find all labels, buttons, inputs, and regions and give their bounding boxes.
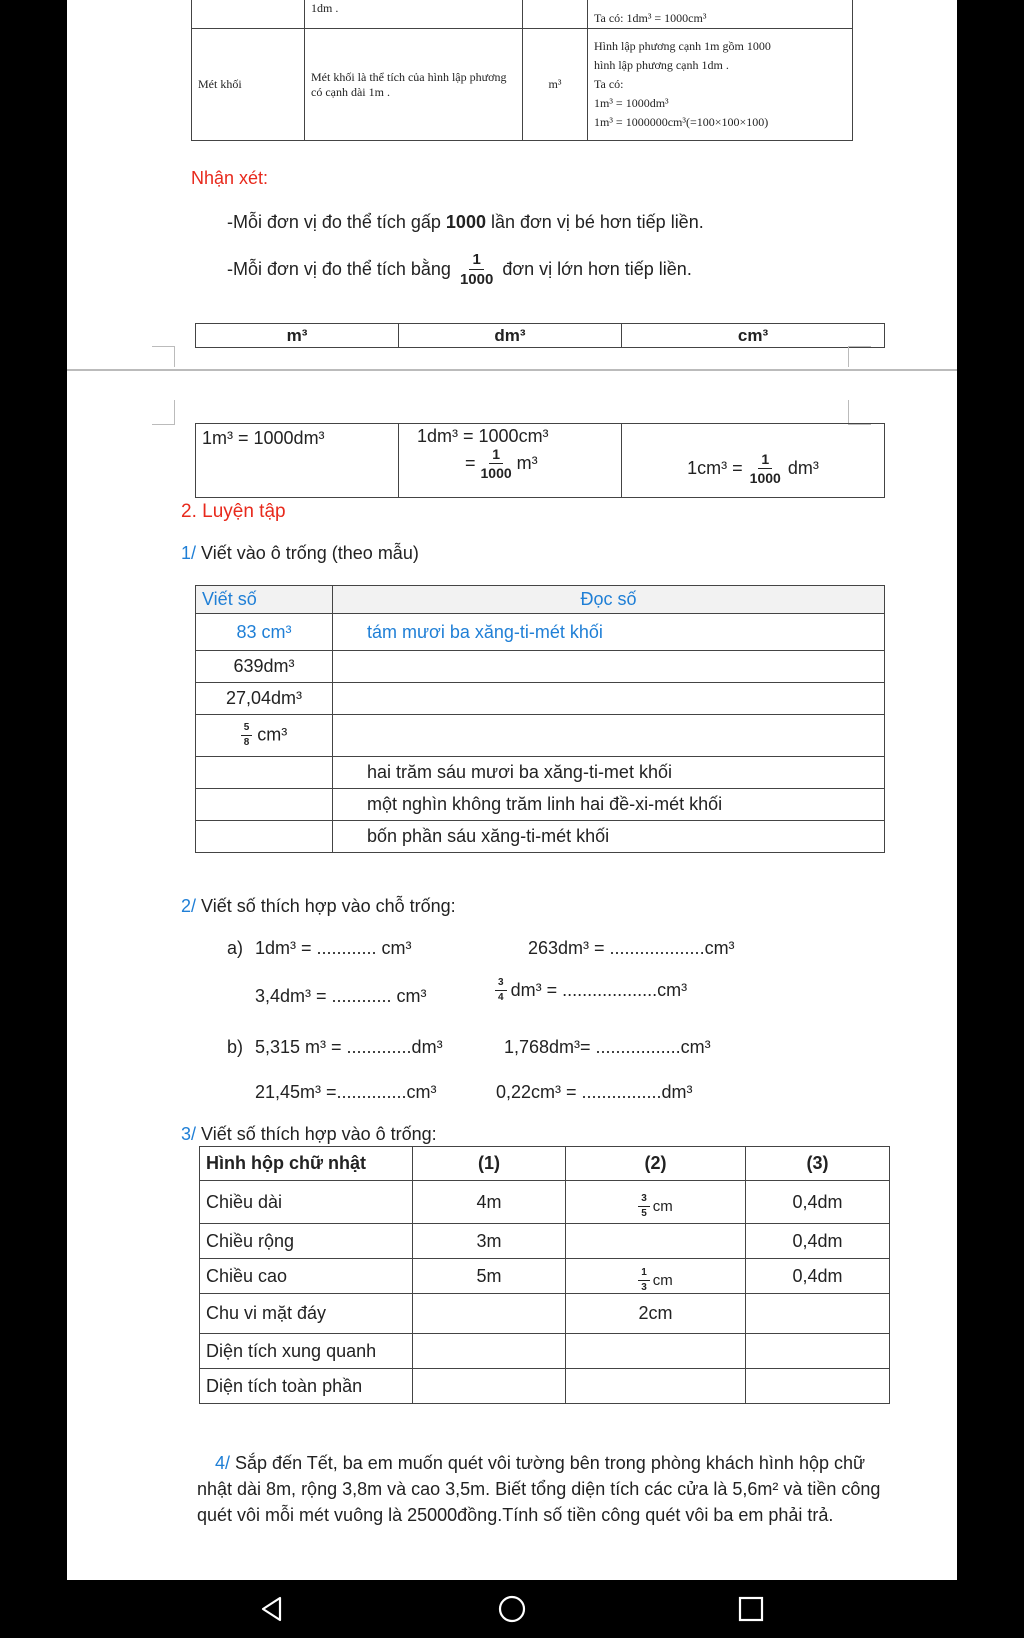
row-label: Chiều rộng <box>200 1224 413 1259</box>
note-line: 1m³ = 1000000cm³(=100×100×100) <box>594 115 769 129</box>
row-label: Diện tích toàn phần <box>200 1369 413 1404</box>
sample-read: tám mươi ba xăng-ti-mét khối <box>333 614 885 651</box>
fraction: $\frac{1}{1000}$ <box>749 451 781 486</box>
practice-heading: 2. Luyện tập <box>181 501 286 522</box>
exercise-1-title: 1/ Viết vào ô trống (theo mẫu) <box>181 543 419 563</box>
home-icon[interactable] <box>497 1594 527 1624</box>
answer-cell[interactable] <box>413 1334 566 1369</box>
ex2-b3[interactable]: 21,45m³ =..............cm³ <box>255 1082 437 1102</box>
unit-definition-cell: Mét khối là thể tích của hình lập phương có cạnh dài 1m . <box>305 29 523 141</box>
table-row-write: 27,04dm³ <box>196 683 333 715</box>
cell-value: 3m <box>413 1224 566 1259</box>
ex2-a3[interactable]: 3,4dm³ = ............ cm³ <box>255 986 427 1006</box>
note-line: 1m³ = 1000dm³ <box>594 96 669 110</box>
ex2-label-a: a) <box>227 938 244 958</box>
answer-cell[interactable] <box>196 789 333 821</box>
header-col-1: (1) <box>413 1147 566 1181</box>
units-header-table <box>195 323 885 348</box>
answer-cell[interactable] <box>566 1334 746 1369</box>
cell-value: 0,4dm <box>746 1224 890 1259</box>
cell-value: 0,4dm <box>746 1181 890 1224</box>
table-row-read: một nghìn không trăm linh hai đề-xi-mét khối <box>333 789 885 821</box>
remark-title: Nhận xét: <box>191 168 269 188</box>
remark-line-2: -Mỗi đơn vị đo thể tích bằng $\frac{1}{1000}$ đơn vị lớn hơn tiếp liền. <box>227 251 692 288</box>
conversion-dm3: 1dm³ = 1000cm³ = $\frac{1}{1000}$ m³ <box>399 424 622 498</box>
cell-value: 5m <box>413 1259 566 1294</box>
corner-mark <box>152 400 175 425</box>
fraction: $\frac{3}{5}$ <box>638 1194 650 1219</box>
fraction: $\frac{1}{1000}$ <box>459 251 494 288</box>
table-row-read: bốn phần sáu xăng-ti-mét khối <box>333 821 885 853</box>
volume-units-definition-table <box>191 0 853 141</box>
recents-icon[interactable] <box>737 1595 765 1623</box>
header-read-number: Đọc số <box>333 586 885 614</box>
def-cell-top: 1dm . <box>305 0 523 29</box>
exercise-3-title: 3/ Viết số thích hợp vào ô trống: <box>181 1124 437 1144</box>
row-label: Chiều cao <box>200 1259 413 1294</box>
fraction: $\frac{1}{3}$ <box>638 1268 650 1293</box>
sample-write: 83 cm³ <box>196 614 333 651</box>
answer-cell[interactable] <box>413 1369 566 1404</box>
answer-cell[interactable] <box>746 1294 890 1334</box>
ex2-b2[interactable]: 1,768dm³= .................cm³ <box>504 1037 711 1057</box>
note-cell-top: Ta có: 1dm³ = 1000cm³ <box>588 0 853 29</box>
answer-cell[interactable] <box>333 683 885 715</box>
answer-cell[interactable] <box>413 1294 566 1334</box>
exercise-4-text: Sắp đến Tết, ba em muốn quét vôi tường bên trong phòng khách hình hộp chữ nhật dài 8m, rộng 3,8m và cao 3,5m. Biết tổng diện tích các cửa là 5,6m² và tiền công quét vôi mỗi mét vuông là 25000đồng.Tính số tiền công quét vôi ba em phải trả. <box>197 1453 881 1525</box>
corner-mark <box>848 346 871 367</box>
answer-cell[interactable] <box>333 651 885 683</box>
navigation-bar <box>0 1580 1024 1638</box>
cell-fraction: $\frac{3}{5}$ cm <box>566 1181 746 1224</box>
answer-cell[interactable] <box>566 1224 746 1259</box>
fraction: $\frac{5}{8}$ <box>241 723 253 748</box>
header-box: Hình hộp chữ nhật <box>200 1147 413 1181</box>
fraction: $\frac{3}{4}$ <box>495 978 507 1003</box>
row-label: Diện tích xung quanh <box>200 1334 413 1369</box>
unit-name-cell: Mét khối <box>192 29 305 141</box>
corner-mark <box>152 346 175 367</box>
answer-cell[interactable] <box>333 715 885 757</box>
table-row-read: hai trăm sáu mươi ba xăng-ti-met khối <box>333 757 885 789</box>
exercise-2-title: 2/ Viết số thích hợp vào chỗ trống: <box>181 896 456 916</box>
unit-note-cell <box>588 29 853 141</box>
answer-cell[interactable] <box>196 757 333 789</box>
ex2-label-b: b) <box>227 1037 244 1057</box>
ex2-a1[interactable]: 1dm³ = ............ cm³ <box>255 938 412 958</box>
fraction: $\frac{1}{1000}$ <box>480 446 512 481</box>
cell-fraction: $\frac{1}{3}$ cm <box>566 1259 746 1294</box>
remark-line-1: -Mỗi đơn vị đo thể tích gấp 1000 lần đơn vị bé hơn tiếp liền. <box>227 212 704 232</box>
unit-symbol-cell: m³ <box>523 29 588 141</box>
ex2-a4[interactable]: $\frac{3}{4}$ dm³ = ...................cm³ <box>495 978 687 1003</box>
row-label: Chiều dài <box>200 1181 413 1224</box>
exercise-3-table <box>199 1146 890 1404</box>
header-col-2: (2) <box>566 1147 746 1181</box>
unit-header-dm3: dm³ <box>399 324 622 348</box>
corner-mark <box>848 400 871 425</box>
unit-header-m3: m³ <box>196 324 399 348</box>
exercise-1-table <box>195 585 885 853</box>
conversion-cm3: 1cm³ = $\frac{1}{1000}$ dm³ <box>622 424 885 498</box>
document-page <box>67 0 957 1580</box>
conversion-m3: 1m³ = 1000dm³ <box>196 424 399 498</box>
cell-value: 4m <box>413 1181 566 1224</box>
ex2-b1[interactable]: 5,315 m³ = .............dm³ <box>255 1037 443 1057</box>
header-write-number: Viết số <box>196 586 333 614</box>
ex2-b4[interactable]: 0,22cm³ = ................dm³ <box>496 1082 693 1102</box>
page-separator <box>67 369 957 371</box>
table-row-write: 639dm³ <box>196 651 333 683</box>
note-line: Ta có: <box>594 77 624 91</box>
answer-cell[interactable] <box>746 1334 890 1369</box>
answer-cell[interactable] <box>746 1369 890 1404</box>
answer-cell[interactable] <box>566 1369 746 1404</box>
unit-header-cm3: cm³ <box>622 324 885 348</box>
cell-value: 2cm <box>566 1294 746 1334</box>
back-icon[interactable] <box>258 1594 288 1624</box>
answer-cell[interactable] <box>196 821 333 853</box>
table-row-write-fraction: $\frac{5}{8}$ cm³ <box>196 715 333 757</box>
exercise-4: 4/ Sắp đến Tết, ba em muốn quét vôi tường bên trong phòng khách hình hộp chữ nhật dài 8m, rộng 3,8m và cao 3,5m. Biết tổng diện tích các cửa là 5,6m² và tiền công quét vôi mỗi mét vuông là 25000đồng.Tính số tiền công quét vôi ba em phải trả. <box>197 1453 881 1525</box>
row-label: Chu vi mặt đáy <box>200 1294 413 1334</box>
header-col-3: (3) <box>746 1147 890 1181</box>
units-conversion-table <box>195 423 885 498</box>
cell-value: 0,4dm <box>746 1259 890 1294</box>
note-line: Hình lập phương cạnh 1m gồm 1000 <box>594 39 771 53</box>
ex2-a2[interactable]: 263dm³ = ...................cm³ <box>528 938 735 958</box>
note-line: hình lập phương cạnh 1dm . <box>594 58 729 72</box>
